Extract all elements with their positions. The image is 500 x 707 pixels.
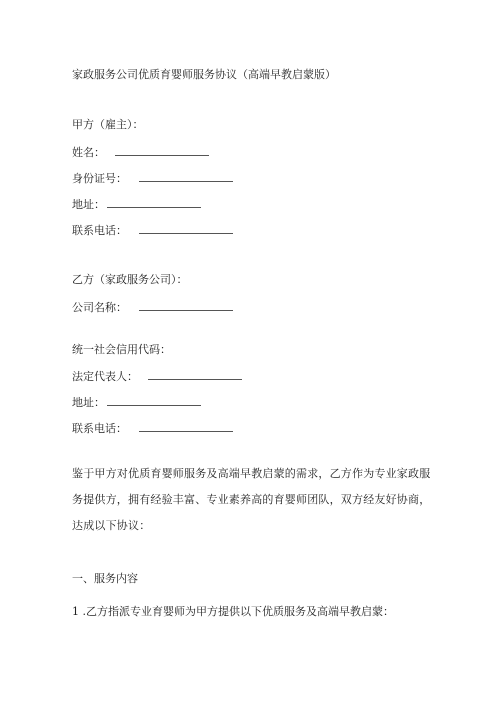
- preamble-line-2: 务提供方，拥有经验丰富、专业素养高的育婴师团队，双方经友好协商，: [72, 493, 431, 506]
- document-title: 家政服务公司优质育婴师服务协议（高端早教启蒙版）: [72, 68, 336, 81]
- preamble-line-3: 达成以下协议：: [72, 519, 151, 532]
- preamble-line-1: 鉴于甲方对优质育婴师服务及高端早教启蒙的需求，乙方作为专业家政服: [72, 467, 431, 480]
- party-a-id-label: 身份证号：: [72, 172, 127, 185]
- party-b-address-blank: [107, 395, 201, 406]
- party-a-heading: 甲方（雇主）：: [72, 118, 144, 131]
- party-b-company-blank: [139, 300, 233, 311]
- party-b-address-label: 地址：: [72, 396, 105, 409]
- section-1-heading: 一、服务内容: [72, 572, 138, 585]
- party-b-phone-row: [72, 421, 233, 436]
- party-b-heading: 乙方（家政服务公司）：: [72, 273, 188, 286]
- party-b-company-label: 公司名称：: [72, 301, 127, 314]
- party-b-phone-label: 联系电话：: [72, 422, 127, 435]
- party-a-name-label: 姓名：: [72, 146, 105, 159]
- party-b-legal-rep-row: [72, 369, 242, 384]
- section-1-item-1: 1 .乙方指派专业育婴师为甲方提供以下优质服务及高端早教启蒙：: [72, 605, 394, 618]
- preamble-paragraph: [72, 461, 432, 539]
- party-a-name-row: [72, 145, 209, 160]
- party-a-address-label: 地址：: [72, 198, 105, 211]
- party-b-credit-code-label: 统一社会信用代码：: [72, 343, 171, 356]
- party-b-legal-rep-blank: [148, 369, 242, 380]
- party-a-phone-blank: [139, 223, 233, 234]
- party-b-company-row: [72, 300, 233, 315]
- party-a-phone-label: 联系电话：: [72, 224, 127, 237]
- party-a-name-blank: [115, 145, 209, 156]
- party-a-address-blank: [107, 197, 201, 208]
- party-b-legal-rep-label: 法定代表人：: [72, 370, 138, 383]
- party-a-address-row: [72, 197, 201, 212]
- party-a-id-row: [72, 171, 233, 186]
- party-a-id-blank: [139, 171, 233, 182]
- party-a-phone-row: [72, 223, 233, 238]
- party-b-address-row: [72, 395, 201, 410]
- party-b-phone-blank: [139, 421, 233, 432]
